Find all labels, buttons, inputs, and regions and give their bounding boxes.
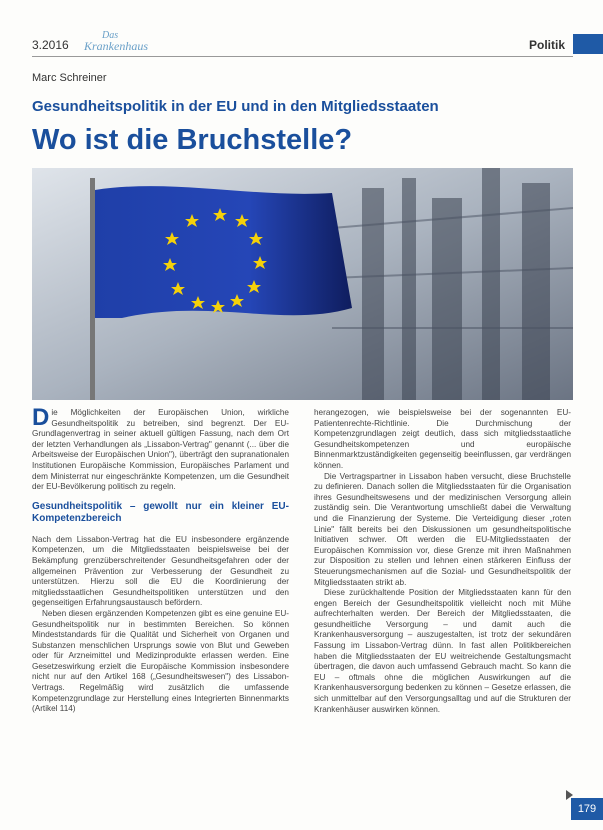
- paragraph: Neben diesen ergänzenden Kompetenzen gibt es eine genuine EU-Gesundheitspolitik nur in bestimmten Bereichen. So können Mindeststandards für die Qualität und Sicherheit von Organen und Substanzen menschlichen Ursprungs sowie von Blut und Geweben oder für Arzneimittel und Medizinprodukte erlassen werden. Eine Gesetzeswirkung erzielt die Europäische Kommission insbesondere nicht nur auf den Artikel 168 („Gesundheitswesen") des Lissabon-Vertrags. Regelmäßig wird zusätzlich die umfassende Kompetenzgrundlage zur Herstellung eines Integrierten Binnenmarkts (Artikel 114): [32, 608, 289, 714]
- text-column-right: [314, 408, 571, 715]
- text-column-left: [32, 404, 289, 715]
- paragraph: herangezogen, wie beispielsweise bei der sogenannten EU-Patientenrechte-Richtlinie. Die Durchmischung der Kompetenzgrundlagen zeigt deutlich, dass sich mitgliedsstaatliche Gesundheitskompetenzen und europäische Binnenmarktzuständigkeiten gegenseitig beeinflussen, gar verdrängen können.: [314, 408, 571, 470]
- issue-number: 3.2016: [32, 38, 69, 52]
- magazine-logo: Das Krankenhaus: [84, 30, 148, 53]
- page-number: 179: [571, 798, 603, 820]
- article-subtitle: Gesundheitspolitik in der EU und in den Mitgliedsstaaten: [32, 98, 439, 115]
- paragraph: Nach dem Lissabon-Vertrag hat die EU insbesondere ergänzende Kompetenzen, um die Mitgliedsstaaten beispielsweise bei der Bekämpfung grenzüberschreitender Gesundheitsgefahren oder der allgemeinen Prävention zur Verbesserung der Gesundheit zu unterstützen. Hierzu soll die EU die Koordinierung der mitgliedsstaatlichen Gesundheitspolitiken unterstützen und den gegenseitigen Erfahrungsaustausch befördern.: [32, 534, 289, 608]
- article-title: Wo ist die Bruchstelle?: [32, 124, 353, 156]
- page-header: [32, 30, 603, 58]
- paragraph: Die Vertragspartner in Lissabon haben versucht, diese Bruchstelle zu definieren. Danach sollen die Mitgliedsstaaten für die Organisation ihres Gesundheitswesens und der medizinischen Versorgung allein zuständig sein. Die Verantwortung umschließt dabei die Verwaltung und die Finanzierung der Systeme. Die Verteidigung dieser „roten Linie" fällt bereits bei den Diskussionen um gesundheitspolitische Initiativen schwer. Oft werden die EU-Mitgliedsstaaten der Europäischen Kommission vor, diese Grenze mit ihren Maßnahmen zur Disposition zu stellen und lehnen einen stärkeren Einfluss der Steuerungsmechanismen auf die Sozial- und Gesundheitspolitik der Mitgliedsstaaten strikt ab.: [314, 471, 571, 587]
- section-tab: [573, 34, 603, 54]
- paragraph: Diese zurückhaltende Position der Mitgliedsstaaten kann für den engen Bereich der Gesundheitspolitik vielleicht noch mit Mühe aufrechterhalten werden. Der Bereich der Mitgliedsstaaten, die gesundheitliche Versorgung – und damit auch die Krankenhausversorgung – auszugestalten, ist trotz der sekundären Fassung im Lissabon-Vertrag dünn. In fast allen Politikbereichen haben die Mitgliedsstaaten der EU weitreichende Gestaltungsmacht übertragen, die davon auch umfassend Gebrauch macht. So kann die EU – oftmals ohne die möglichen Auswirkungen auf die Krankenhausversorgung bedenken zu können – Gesetze erlassen, die sich unmittelbar auf den Versorgungsalltag und auf die Strukturen der Krankenhäuser auswirken können.: [314, 588, 571, 714]
- section-heading: Gesundheitspolitik – gewollt nur ein kleiner EU-Kompetenzbereich: [32, 500, 289, 524]
- drop-cap: D: [32, 404, 50, 431]
- header-rule: [32, 56, 573, 57]
- eu-flag-photo: [32, 168, 573, 400]
- author: Marc Schreiner: [32, 72, 107, 84]
- section-label: Politik: [528, 38, 565, 52]
- paragraph: ie Möglichkeiten der Europäischen Union, wirkliche Gesundheitspolitik zu betreiben, sind begrenzt. Der EU-Grundlagenvertrag in seiner aktuell gültigen Fassung, nach dem Ort der letzten Verhandlungen als „Lissabon-Vertrag" genannt (... über die Arbeitsweise der Europäischen Union"), überträgt den supranationalen Institutionen Europäische Kommission, Europäisches Parlament und dem Ministerrat nur eingeschränkte Kompetenzen, um die Gesundheit der EU-Bevölkerung politisch zu regeln.: [32, 408, 289, 492]
